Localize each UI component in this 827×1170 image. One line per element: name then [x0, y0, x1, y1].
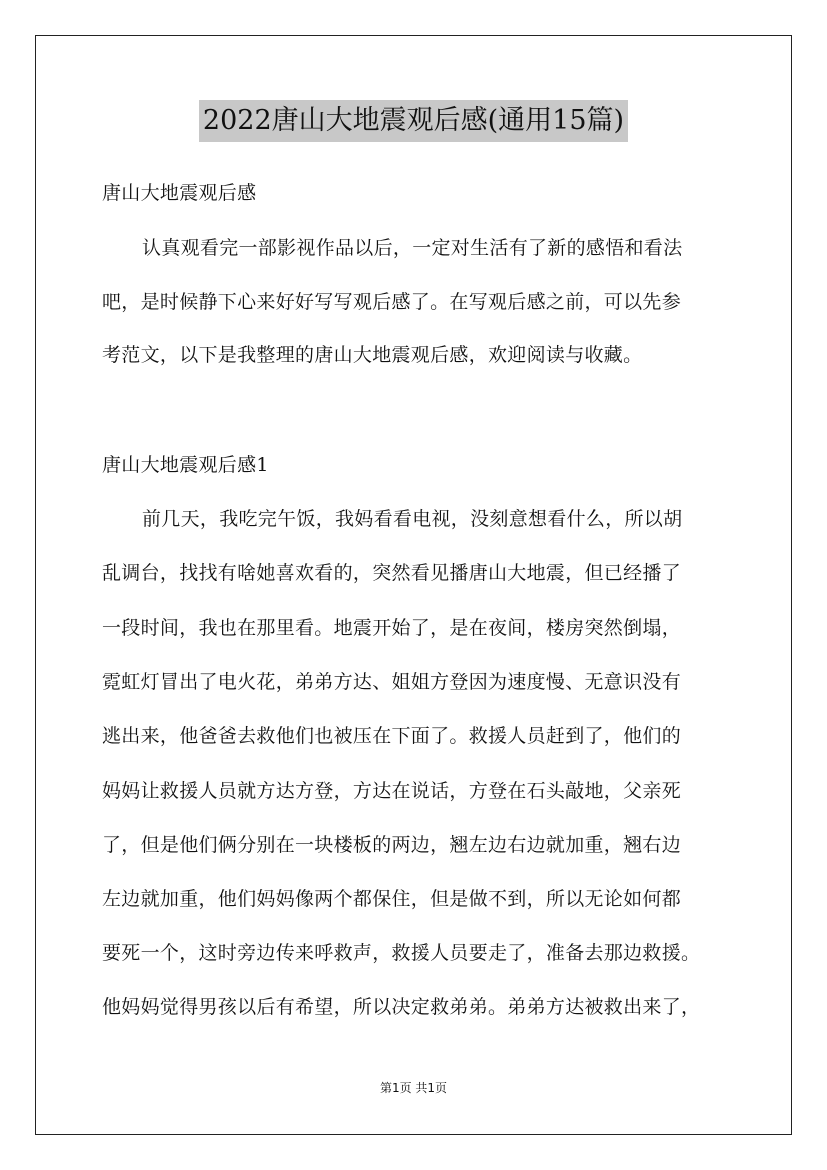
intro-line[interactable]: 考范文，以下是我整理的唐山大地震观后感，欢迎阅读与收藏。: [102, 344, 643, 366]
essay-line[interactable]: 霓虹灯冒出了电火花，弟弟方达、姐姐方登因为速度慢、无意识没有: [102, 671, 682, 693]
essay-line[interactable]: 前几天，我吃完午饭，我妈看看电视，没刻意想看什么，所以胡: [142, 508, 683, 530]
intro-line[interactable]: 吧，是时候静下心来好好写写观后感了。在写观后感之前，可以先参: [102, 291, 682, 313]
title-container: [0, 100, 827, 142]
intro-line[interactable]: 认真观看完一部影视作品以后，一定对生活有了新的感悟和看法: [142, 237, 683, 259]
essay-line[interactable]: 要死一个，这时旁边传来呼救声，救援人员要走了，准备去那边救援。: [102, 942, 701, 964]
essay-heading[interactable]: 唐山大地震观后感1: [102, 454, 269, 476]
page-number-footer: 第1页 共1页: [379, 1081, 448, 1095]
essay-line[interactable]: 左边就加重，他们妈妈像两个都保住，但是做不到，所以无论如何都: [102, 888, 682, 910]
essay-line[interactable]: 了，但是他们俩分别在一块楼板的两边，翘左边右边就加重，翘右边: [102, 834, 682, 856]
essay-line[interactable]: 逃出来，他爸爸去救他们也被压在下面了。救援人员赶到了，他们的: [102, 725, 682, 747]
essay-line[interactable]: 一段时间，我也在那里看。地震开始了，是在夜间，楼房突然倒塌，: [102, 617, 682, 639]
essay-line[interactable]: 乱调台，找找有啥她喜欢看的，突然看见播唐山大地震，但已经播了: [102, 562, 682, 584]
essay-line[interactable]: 他妈妈觉得男孩以后有希望，所以决定救弟弟。弟弟方达被救出来了，: [102, 996, 701, 1018]
section-heading[interactable]: 唐山大地震观后感: [102, 182, 257, 204]
essay-line[interactable]: 妈妈让救援人员就方达方登，方达在说话，方登在石头敲地，父亲死: [102, 780, 682, 802]
document-title[interactable]: 2022唐山大地震观后感(通用15篇): [199, 100, 628, 142]
